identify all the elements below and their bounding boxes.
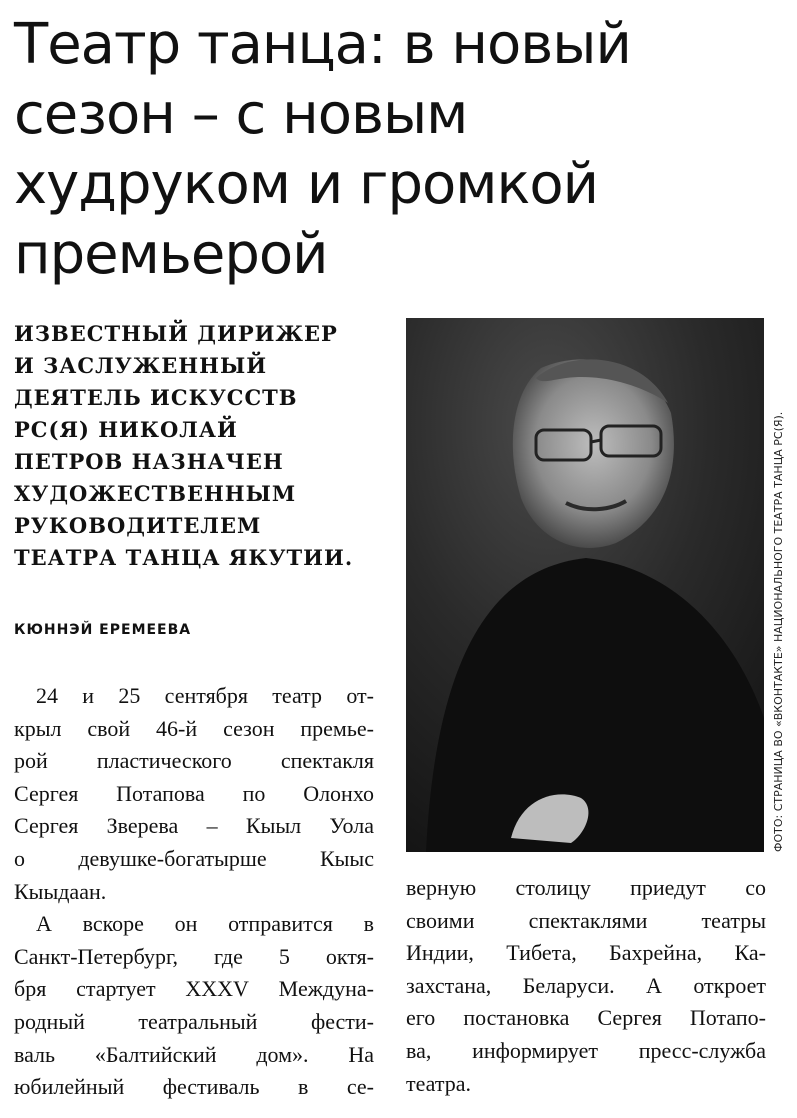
body-line: Сергея Потапова по Олонхо (14, 780, 374, 806)
body-line: Санкт-Петербург, где 5 октя- (14, 943, 374, 969)
lead-line: РС(Я) НИКОЛАЙ (14, 417, 238, 442)
body-line: 24 и 25 сентября театр от- (36, 683, 374, 708)
body-line: Кыыдаан. (14, 878, 107, 904)
lead-paragraph (14, 318, 384, 574)
lead-line: ХУДОЖЕСТВЕННЫМ (14, 481, 297, 506)
lead-line: ТЕАТРА ТАНЦА ЯКУТИИ. (14, 545, 354, 570)
body-line: его постановка Сергея Потапо- (406, 1005, 766, 1031)
headline-line: премьерой (14, 222, 328, 287)
body-line: театра. (406, 1070, 471, 1096)
body-line: верную столицу приедут со (406, 875, 766, 900)
headline-line: худруком и громкой (14, 152, 598, 217)
lead-line: ИЗВЕСТНЫЙ ДИРИЖЕР (14, 321, 338, 346)
photo-credit: ФОТО: СТРАНИЦА ВО «ВКОНТАКТЕ» НАЦИОНАЛЬНОГО ТЕАТРА ТАНЦА РС(Я). (772, 411, 785, 852)
body-line: Индии, Тибета, Бахрейна, Ка- (406, 940, 766, 966)
body-column-right (406, 872, 766, 1100)
author-byline: КЮННЭЙ ЕРЕМЕЕВА (14, 622, 192, 638)
body-line: Сергея Зверева – Кыыл Уола (14, 813, 374, 839)
lead-line: И ЗАСЛУЖЕННЫЙ (14, 353, 268, 378)
body-line: юбилейный фестиваль в се- (14, 1074, 374, 1100)
body-line: родный театральный фести- (14, 1008, 374, 1034)
headline-line: Театр танца: в новый (14, 12, 631, 77)
portrait-illustration (406, 318, 764, 852)
lead-line: ДЕЯТЕЛЬ ИСКУССТВ (14, 385, 298, 410)
headline (14, 10, 714, 290)
body-line: о девушке-богатырше Кыыс (14, 845, 374, 871)
body-line: А вскоре он отправится в (36, 911, 374, 937)
lead-line: РУКОВОДИТЕЛЕМ (14, 513, 262, 538)
body-line: бря стартует XXXV Междуна- (14, 976, 374, 1002)
body-line: рой пластического спектакля (14, 748, 374, 774)
body-line: захстана, Беларуси. А откроет (406, 972, 766, 998)
body-line: ва, информирует пресс-служба (406, 1037, 766, 1063)
headline-line: сезон – с новым (14, 82, 468, 147)
body-line: своими спектаклями театры (406, 907, 766, 933)
body-column-left (14, 680, 374, 1104)
body-line: крыл свой 46-й сезон премье- (14, 715, 374, 741)
body-line: валь «Балтийский дом». На (14, 1041, 374, 1067)
lead-line: ПЕТРОВ НАЗНАЧЕН (14, 449, 284, 474)
portrait-photo (406, 318, 764, 852)
